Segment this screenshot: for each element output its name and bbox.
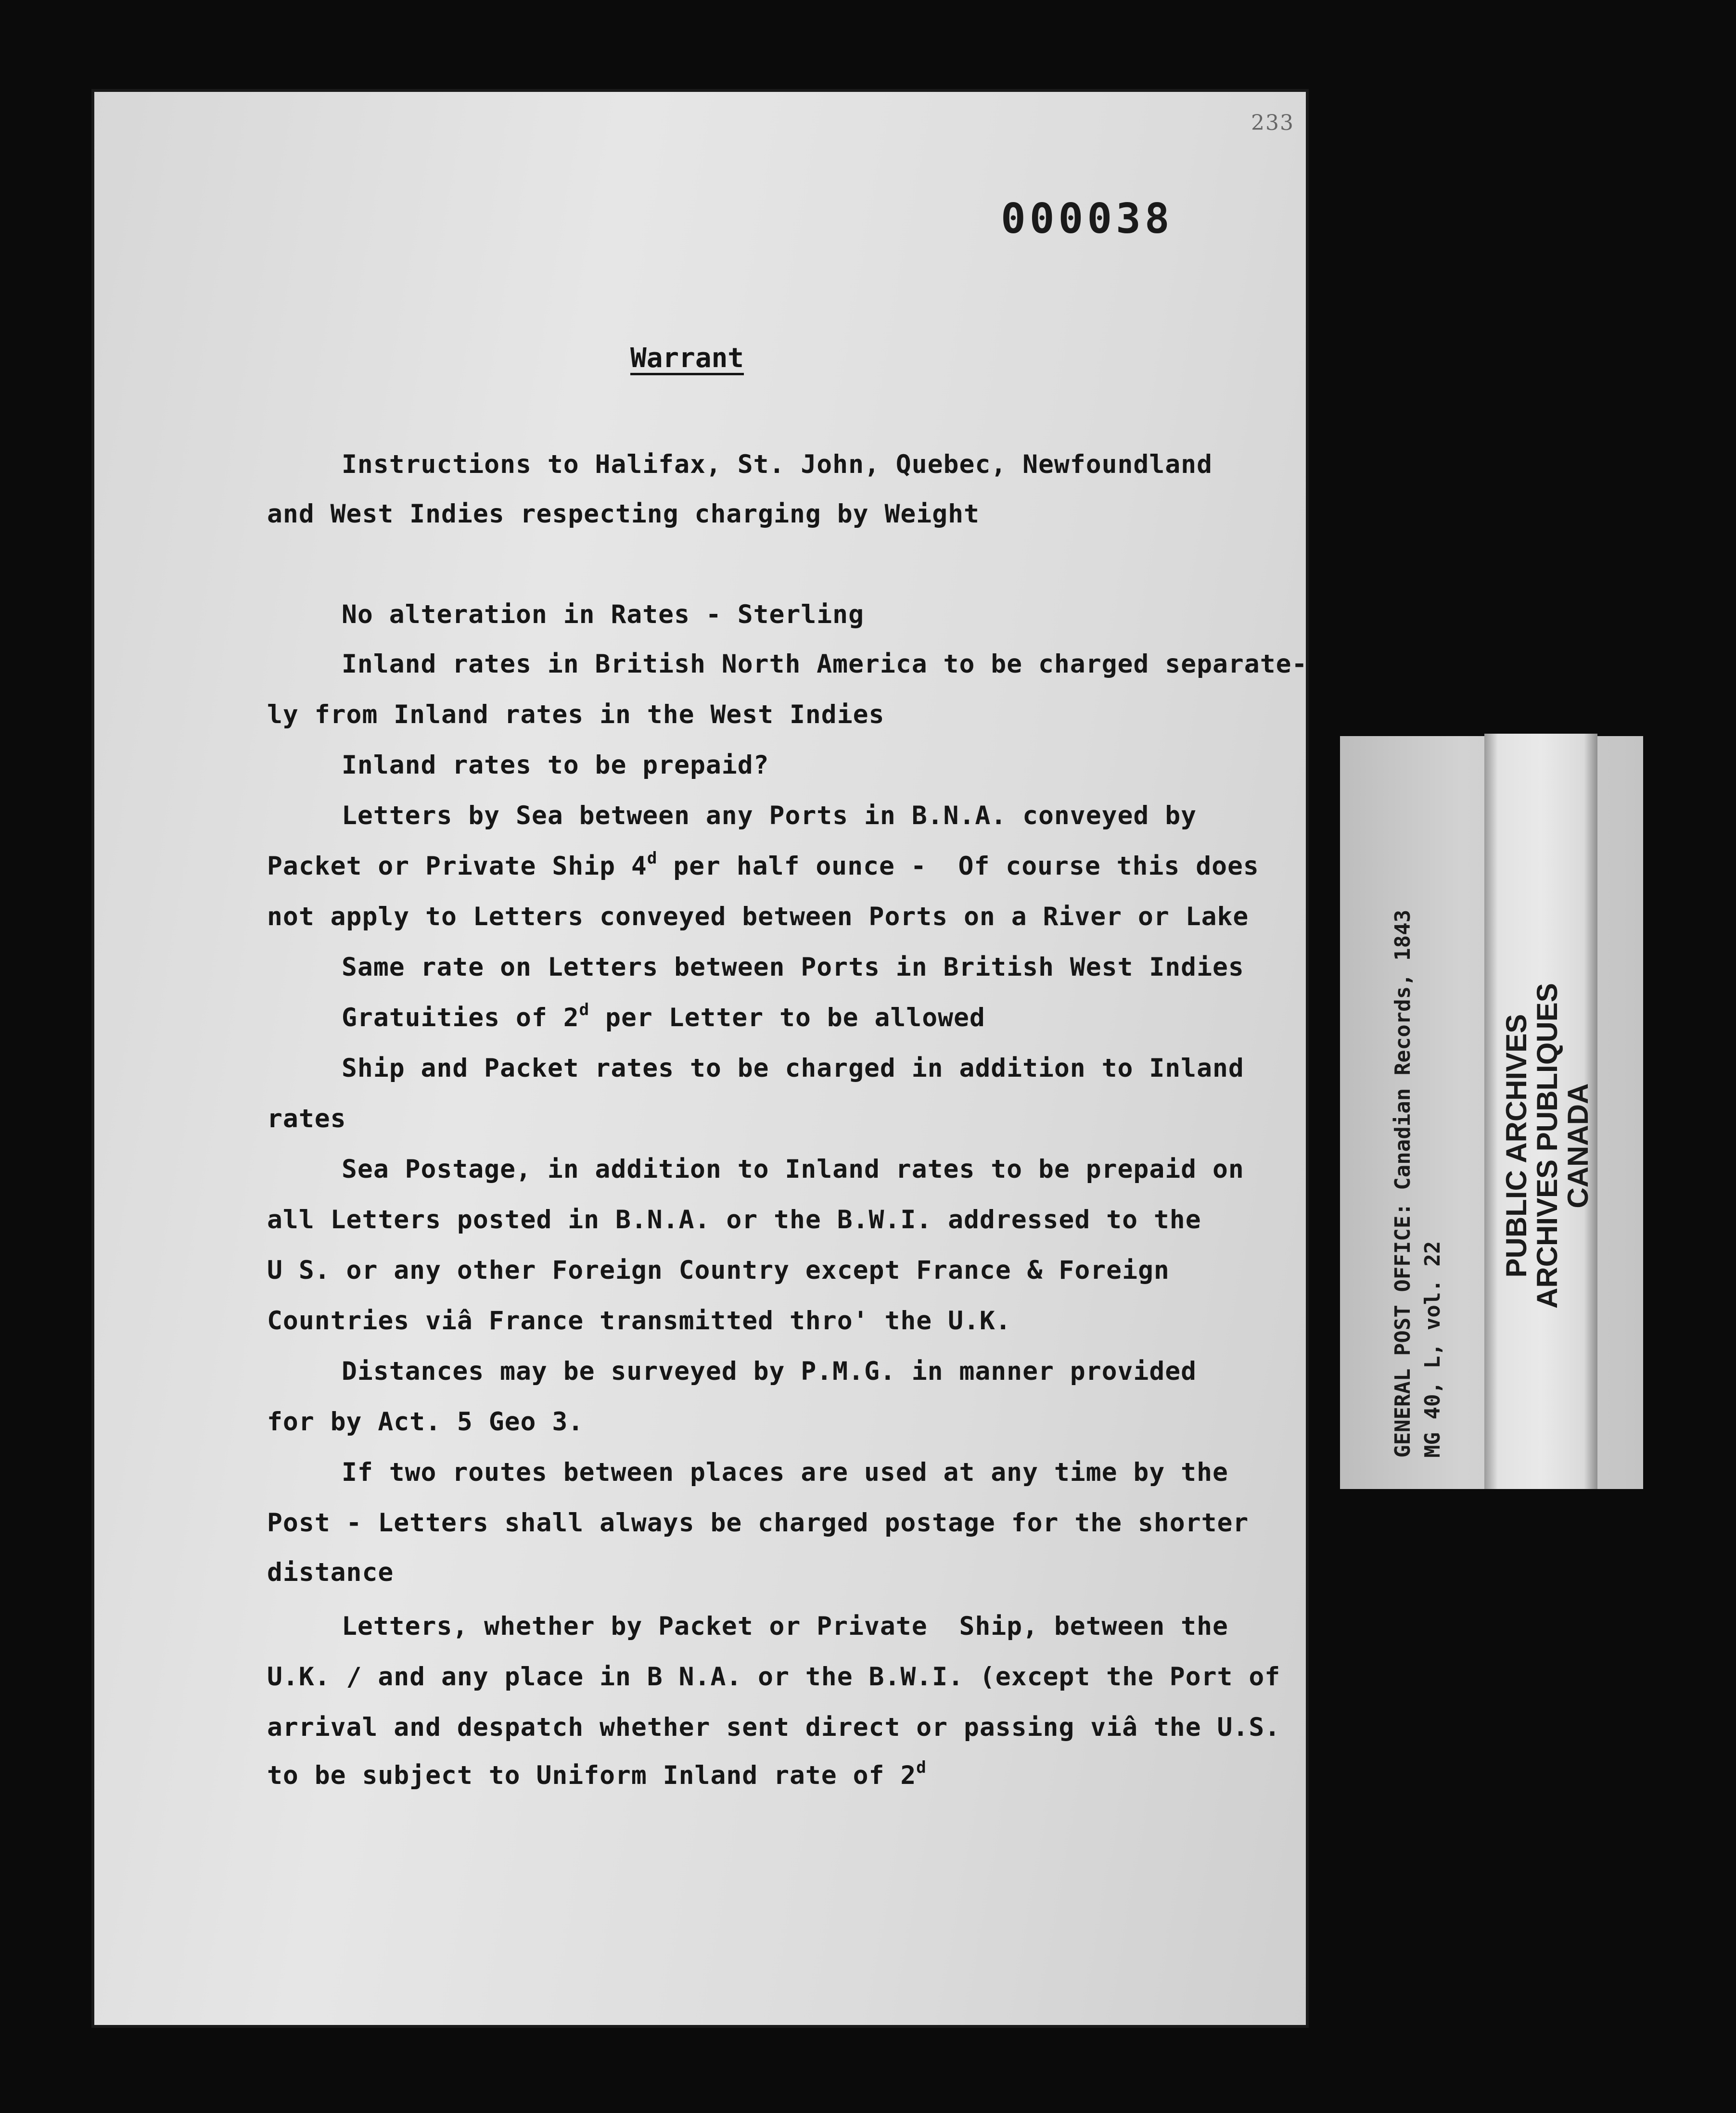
body-line: Countries viâ France transmitted thro' the U.K. bbox=[267, 1306, 1011, 1336]
body-line: ly from Inland rates in the West Indies bbox=[267, 700, 885, 729]
archives-stamp-line1: PUBLIC ARCHIVES bbox=[1500, 1014, 1532, 1278]
body-line: Instructions to Halifax, St. John, Quebec, Newfoundland bbox=[342, 450, 1213, 479]
body-line: Letters, whether by Packet or Private Ship, between the bbox=[342, 1612, 1228, 1641]
body-line: Packet or Private Ship 4$^d$ per half ounce - Of course this does bbox=[267, 849, 1259, 881]
body-line: Post - Letters shall always be charged postage for the shorter bbox=[267, 1508, 1249, 1538]
document-number: 000038 bbox=[1001, 195, 1174, 243]
body-line: U S. or any other Foreign Country except France & Foreign bbox=[267, 1256, 1170, 1285]
body-line: Ship and Packet rates to be charged in addition to Inland bbox=[342, 1054, 1244, 1083]
body-line: distance bbox=[267, 1558, 394, 1587]
body-line: Inland rates to be prepaid? bbox=[342, 751, 769, 780]
body-line: Letters by Sea between any Ports in B.N.A. conveyed by bbox=[342, 801, 1197, 830]
body-line: and West Indies respecting charging by Weight bbox=[267, 499, 980, 529]
body-line: U.K. / and any place in B N.A. or the B.W.I. (except the Port of bbox=[267, 1662, 1281, 1692]
body-line: for by Act. 5 Geo 3. bbox=[267, 1407, 584, 1437]
body-line: Same rate on Letters between Ports in British West Indies bbox=[342, 953, 1244, 982]
archives-stamp-line3: CANADA bbox=[1562, 1083, 1594, 1209]
body-line: rates bbox=[267, 1104, 346, 1133]
body-line: not apply to Letters conveyed between Ports on a River or Lake bbox=[267, 902, 1249, 931]
archives-stamp-line2: ARCHIVES PUBLIQUES bbox=[1531, 983, 1563, 1309]
body-line: arrival and despatch whether sent direct or passing viâ the U.S. bbox=[267, 1713, 1281, 1742]
archives-stamp bbox=[1501, 983, 1594, 1309]
body-line: Gratuities of 2$^d$ per Letter to be allowed bbox=[342, 1000, 985, 1032]
record-reference-line2: MG 40, L, vol. 22 bbox=[1420, 1241, 1445, 1458]
document-title: Warrant bbox=[630, 343, 744, 374]
body-line: Inland rates in British North America to be charged separate- bbox=[342, 649, 1308, 679]
body-line: to be subject to Uniform Inland rate of 2$^d$ bbox=[267, 1758, 927, 1790]
body-line: Distances may be surveyed by P.M.G. in manner provided bbox=[342, 1357, 1197, 1386]
folio-number: 233 bbox=[1251, 111, 1294, 135]
body-line: If two routes between places are used at any time by the bbox=[342, 1458, 1228, 1487]
body-line: Sea Postage, in addition to Inland rates to be prepaid on bbox=[342, 1155, 1244, 1184]
body-line: all Letters posted in B.N.A. or the B.W.I. addressed to the bbox=[267, 1205, 1201, 1235]
record-reference bbox=[1388, 910, 1448, 1458]
body-line: No alteration in Rates - Sterling bbox=[342, 600, 864, 629]
record-reference-line1: GENERAL POST OFFICE: Canadian Records, 1843 bbox=[1391, 909, 1415, 1458]
